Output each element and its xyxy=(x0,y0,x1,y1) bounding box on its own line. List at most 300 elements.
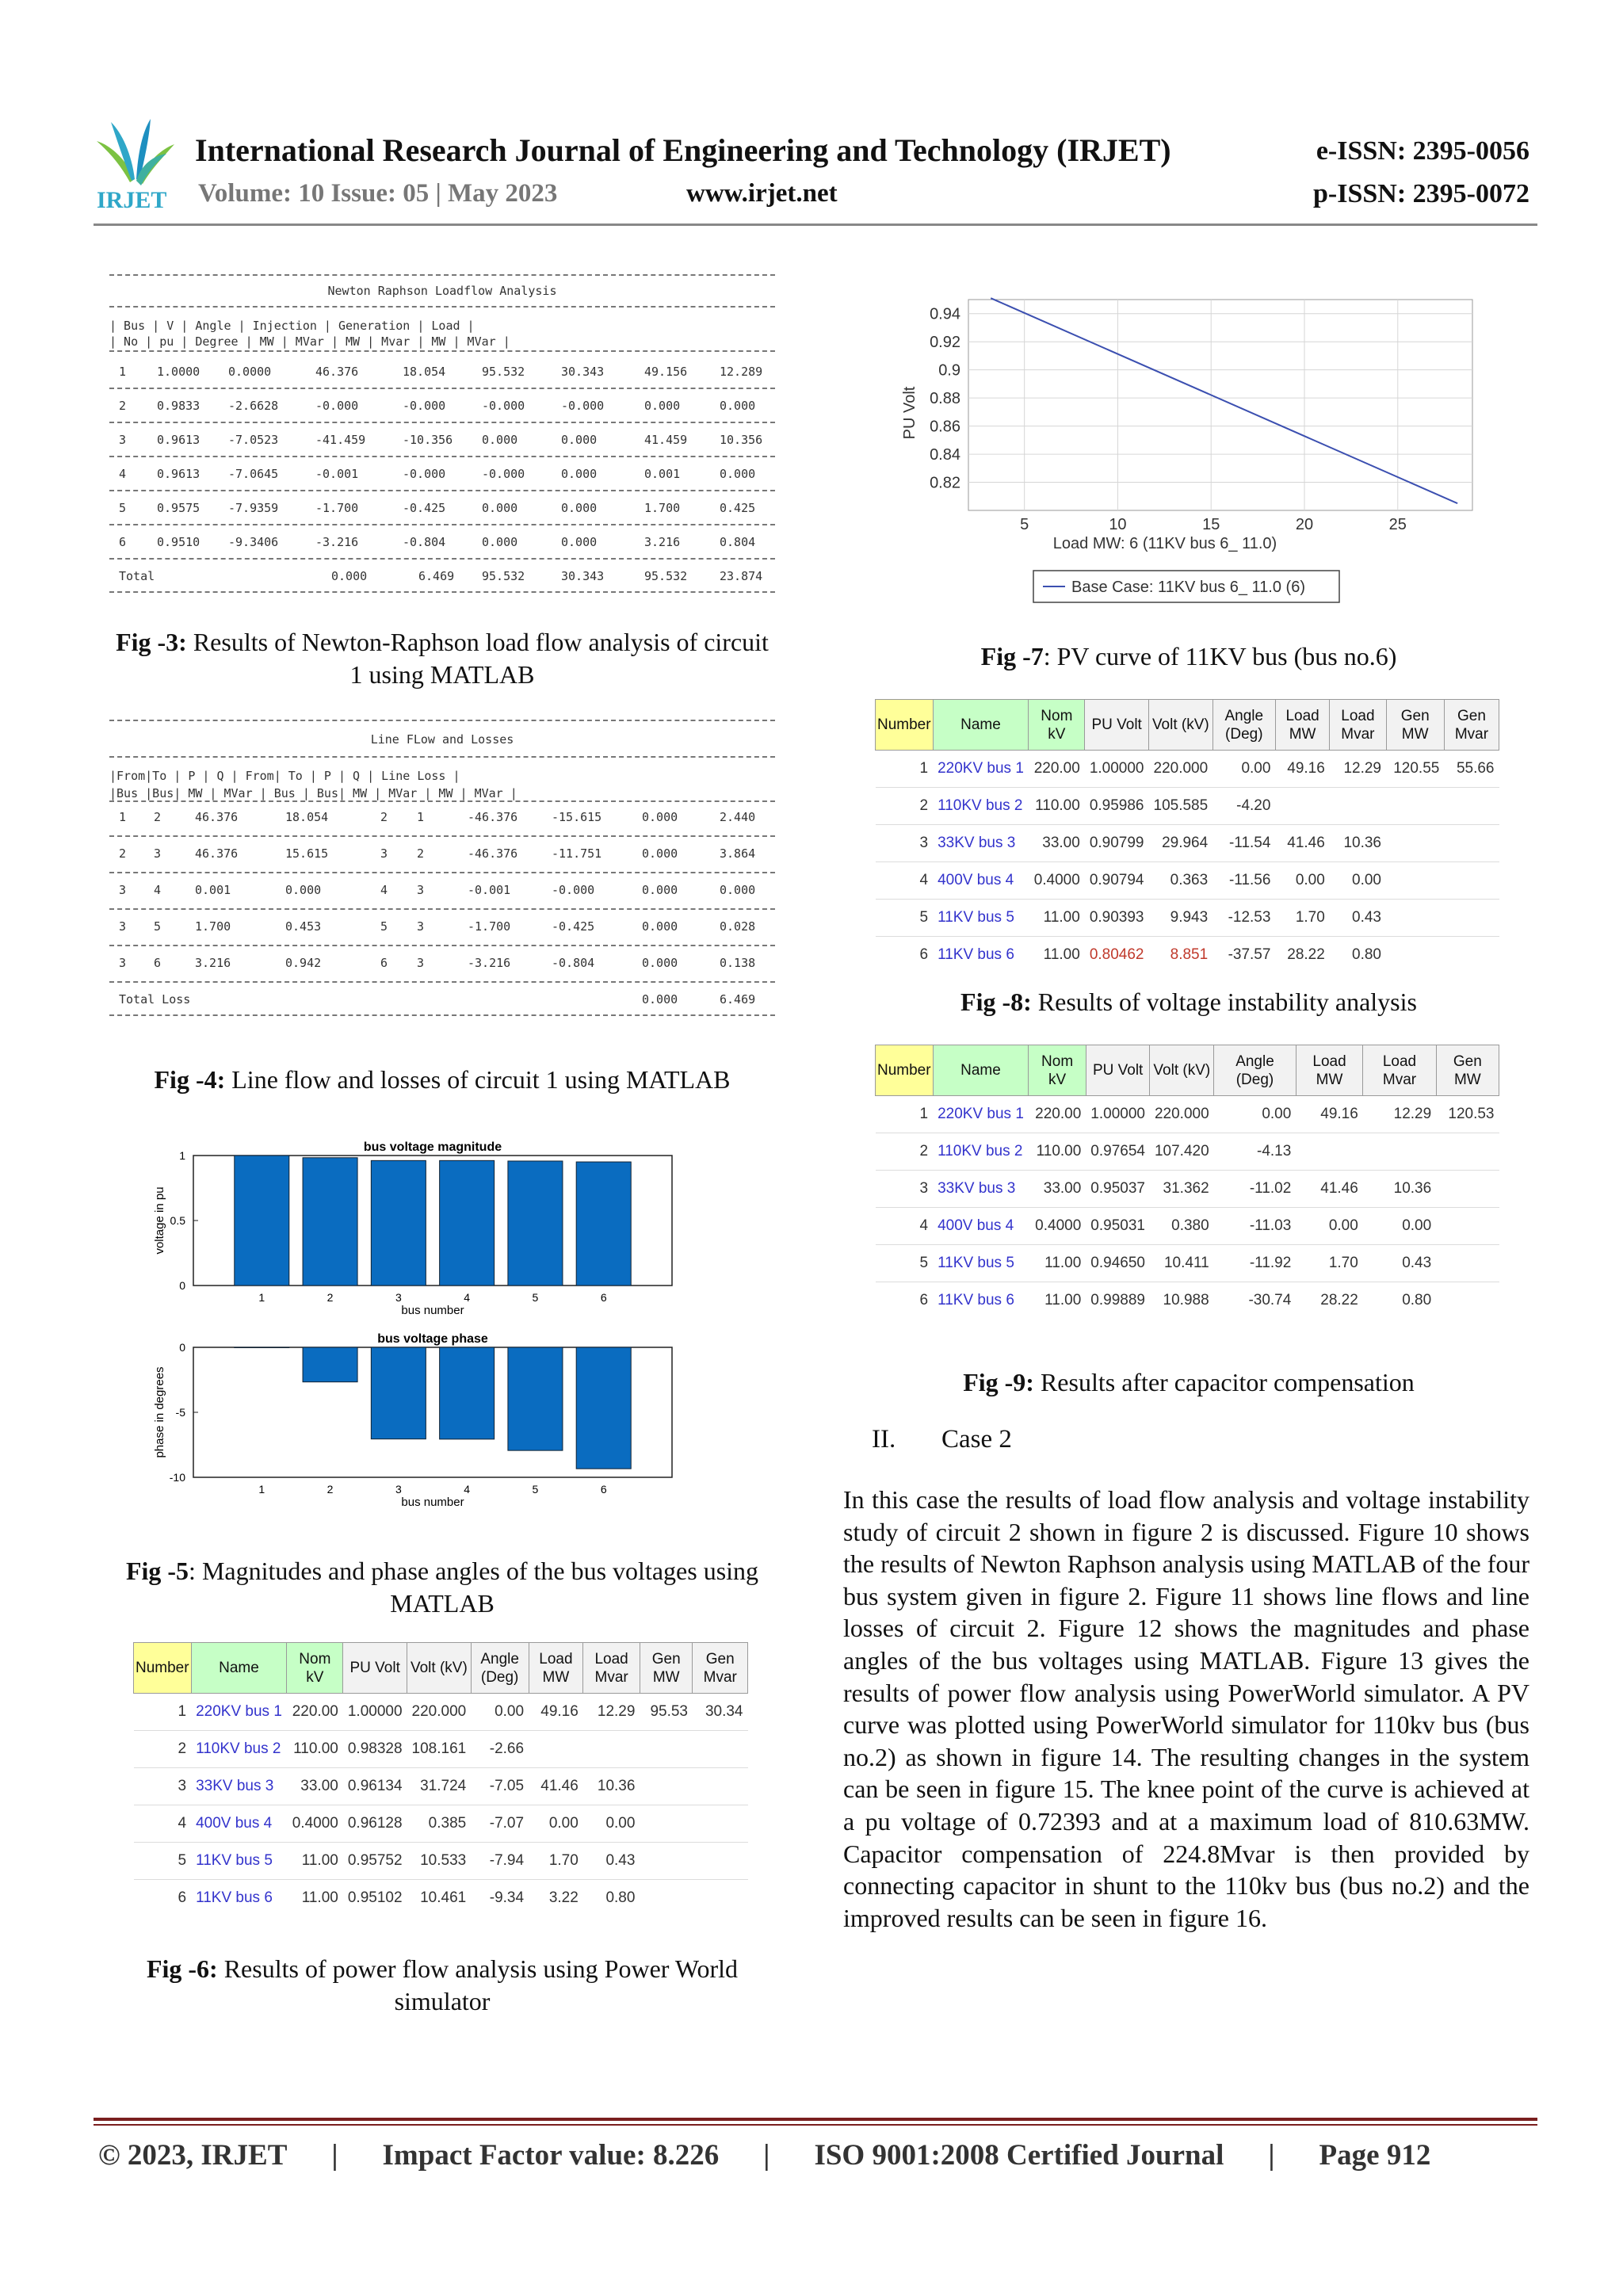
bar xyxy=(235,1156,289,1286)
table-row xyxy=(876,788,1499,825)
table-cell xyxy=(640,1843,693,1880)
table-cell: 0.95102 xyxy=(343,1880,407,1917)
column-header: Volt (kV) xyxy=(1149,700,1213,751)
column-header: Name xyxy=(191,1643,287,1694)
table-cell: 0.95037 xyxy=(1086,1171,1150,1208)
y-tick-label: -5 xyxy=(175,1406,185,1419)
y-axis-label: phase in degrees xyxy=(153,1366,166,1458)
table-cell: 220.000 xyxy=(1150,1096,1214,1133)
table-cell: -10.356 xyxy=(403,433,453,447)
table-total-cell: 30.343 xyxy=(561,569,605,583)
table-header-row xyxy=(134,1643,748,1694)
column-header: PU Volt xyxy=(1085,700,1149,751)
table-cell: 95.532 xyxy=(482,365,525,379)
table-cell: 10.533 xyxy=(407,1843,472,1880)
fig7-caption: Fig -7: PV curve of 11KV bus (bus no.6) xyxy=(980,642,1397,670)
table-cell: -2.6628 xyxy=(228,399,279,413)
table-cell: -12.53 xyxy=(1212,900,1275,937)
table-cell xyxy=(1436,1245,1499,1282)
table-cell: 0.4000 xyxy=(1029,862,1085,900)
table-cell: -46.376 xyxy=(468,846,518,861)
table-cell: 3 xyxy=(876,825,934,862)
footer-rule-thin xyxy=(94,2124,1537,2126)
table-cell: 0.804 xyxy=(720,535,756,549)
table-cell: 0.425 xyxy=(720,501,756,515)
table-cell: 1.70 xyxy=(529,1843,583,1880)
table-cell: 110.00 xyxy=(1029,1133,1086,1171)
table-cell: 1 xyxy=(876,751,934,788)
table-row xyxy=(134,1731,748,1768)
table-header-row xyxy=(876,700,1499,751)
bar xyxy=(576,1162,631,1286)
table-cell: 0.9613 xyxy=(157,467,200,481)
table-cell: 110.00 xyxy=(287,1731,343,1768)
table-cell: -15.615 xyxy=(552,810,602,824)
table-cell: 0.90799 xyxy=(1085,825,1149,862)
table-cell: 0.9575 xyxy=(157,501,200,515)
table-row xyxy=(876,900,1499,937)
table-cell: 0.80 xyxy=(1363,1282,1436,1320)
table-cell: 120.53 xyxy=(1436,1096,1499,1133)
table-cell: 28.22 xyxy=(1296,1282,1362,1320)
table-cell: 0.000 xyxy=(561,535,598,549)
table-cell: -0.425 xyxy=(552,919,595,934)
table-cell: -11.92 xyxy=(1214,1245,1296,1282)
x-axis-label: bus number xyxy=(401,1496,464,1509)
footer-rule xyxy=(94,2118,1537,2121)
table-cell xyxy=(640,1731,693,1768)
table-cell: 8.851 xyxy=(1149,937,1213,974)
table-cell: 3 xyxy=(380,846,388,861)
table-cell: 110.00 xyxy=(1029,788,1085,825)
p-issn: p-ISSN: 2395-0072 xyxy=(1313,179,1529,208)
x-tick-label: 5 xyxy=(1020,516,1029,533)
table-cell: 11KV bus 6 xyxy=(933,1282,1029,1320)
table-cell: -4.13 xyxy=(1214,1133,1296,1171)
table-cell: 6 xyxy=(876,937,934,974)
table-cell: 0.43 xyxy=(1330,900,1386,937)
table-cell: 2 xyxy=(380,810,388,824)
x-tick-label: 1 xyxy=(258,1291,265,1304)
table-row xyxy=(876,825,1499,862)
table-total-cell: Total Loss xyxy=(119,992,191,1007)
table-cell: -0.804 xyxy=(552,956,595,970)
table-cell: 0.001 xyxy=(644,467,681,481)
table-cell: 33KV bus 3 xyxy=(933,1171,1029,1208)
table-cell: 220.00 xyxy=(1029,1096,1086,1133)
table-cell: 0.000 xyxy=(720,883,756,897)
column-header: Gen Mvar xyxy=(1444,700,1499,751)
table-cell: 0.000 xyxy=(644,399,681,413)
table-cell: 0.385 xyxy=(407,1805,472,1843)
table-cell: 6 xyxy=(380,956,388,970)
table-cell: 110KV bus 2 xyxy=(933,1133,1029,1171)
table-cell: 41.46 xyxy=(1275,825,1329,862)
table-cell: 0.00 xyxy=(1363,1208,1436,1245)
table-cell xyxy=(693,1768,748,1805)
table-cell xyxy=(1444,937,1499,974)
table-title: Line FLow and Losses xyxy=(370,732,514,747)
bar xyxy=(371,1347,426,1439)
table-cell: 0.000 xyxy=(642,810,678,824)
table-cell: 2 xyxy=(417,846,425,861)
table-cell: 0.000 xyxy=(720,467,756,481)
table-cell: 220.00 xyxy=(287,1694,343,1731)
table-cell: 0.90794 xyxy=(1085,862,1149,900)
column-header: Load Mvar xyxy=(1330,700,1386,751)
fig3-caption: Fig -3: Results of Newton-Raphson load flow analysis of circuit 1 using MATLAB xyxy=(116,628,769,689)
table-cell xyxy=(1275,788,1329,825)
table-cell: -11.02 xyxy=(1214,1171,1296,1208)
y-tick-label: 0.82 xyxy=(930,474,960,492)
table-cell: -0.000 xyxy=(403,399,446,413)
table-cell: 0.000 xyxy=(642,846,678,861)
table-cell: 3 xyxy=(119,883,127,897)
table-cell: 12.29 xyxy=(583,1694,640,1731)
bar xyxy=(440,1160,495,1286)
table-header-row: |Bus |Bus| MW | MVar | Bus | Bus| MW | MVar | MW | MVar | xyxy=(109,786,517,800)
table-cell: 220.00 xyxy=(1029,751,1085,788)
table-cell: 400V bus 4 xyxy=(191,1805,287,1843)
table-cell: -0.000 xyxy=(482,467,525,481)
table-cell: -0.804 xyxy=(403,535,446,549)
table-row xyxy=(876,1171,1499,1208)
table-cell: 0.00 xyxy=(1214,1096,1296,1133)
table-cell: 12.29 xyxy=(1363,1096,1436,1133)
table-cell: -1.700 xyxy=(315,501,359,515)
table-cell: 105.585 xyxy=(1149,788,1213,825)
table-cell: -1.700 xyxy=(468,919,511,934)
table-cell: -7.07 xyxy=(471,1805,529,1843)
table-cell: 3 xyxy=(154,846,162,861)
table-cell: -0.000 xyxy=(315,399,359,413)
column-header: Name xyxy=(933,1045,1029,1096)
column-header: Volt (kV) xyxy=(407,1643,472,1694)
table-cell: 41.46 xyxy=(529,1768,583,1805)
column-header: Gen MW xyxy=(640,1643,693,1694)
table-cell: -46.376 xyxy=(468,810,518,824)
table-cell: 0.00 xyxy=(1212,751,1275,788)
table-cell: 3.216 xyxy=(195,956,231,970)
table-cell: -3.216 xyxy=(468,956,511,970)
table-cell: -7.0523 xyxy=(228,433,279,447)
bar xyxy=(440,1347,495,1439)
table-cell: 2 xyxy=(119,399,127,413)
table-cell: 33KV bus 3 xyxy=(933,825,1029,862)
table-cell: 11.00 xyxy=(1029,1245,1086,1282)
table-cell: -11.751 xyxy=(552,846,602,861)
table-cell: 0.000 xyxy=(642,883,678,897)
x-tick-label: 20 xyxy=(1295,516,1314,533)
table-cell: 5 xyxy=(119,501,127,515)
table-cell: 0.4000 xyxy=(1029,1208,1086,1245)
table-cell: 0.99889 xyxy=(1086,1282,1150,1320)
table-cell: 0.000 xyxy=(285,883,322,897)
table-cell: 1.00000 xyxy=(343,1694,407,1731)
table-cell: -0.001 xyxy=(315,467,359,481)
table-cell: -9.3406 xyxy=(228,535,279,549)
table-cell: 31.724 xyxy=(407,1768,472,1805)
table-cell: 0.80 xyxy=(1330,937,1386,974)
table-cell: 1 xyxy=(876,1096,934,1133)
column-header: Load MW xyxy=(1275,700,1329,751)
y-axis-label: voltage in pu xyxy=(153,1186,166,1255)
table-cell xyxy=(693,1731,748,1768)
table-cell: 110KV bus 2 xyxy=(191,1731,287,1768)
column-header: Load MW xyxy=(529,1643,583,1694)
pv-curve-chart xyxy=(892,279,1479,610)
table-cell: 0.98328 xyxy=(343,1731,407,1768)
table-cell: 11KV bus 5 xyxy=(933,900,1029,937)
table-cell: 49.16 xyxy=(1275,751,1329,788)
table-cell: 0.00 xyxy=(1296,1208,1362,1245)
table-row xyxy=(134,1694,748,1731)
chart-title: bus voltage phase xyxy=(377,1332,488,1346)
table-cell: 5 xyxy=(134,1843,192,1880)
table-total-cell: 95.532 xyxy=(482,569,525,583)
table-cell: 49.156 xyxy=(644,365,688,379)
column-header: Load Mvar xyxy=(1363,1045,1436,1096)
table-cell: 0.43 xyxy=(1363,1245,1436,1282)
journal-website: www.irjet.net xyxy=(686,179,838,208)
fig9-caption: Fig -9: Results after capacitor compensation xyxy=(963,1368,1415,1396)
fig6-caption: Fig -6: Results of power flow analysis using Power World simulator xyxy=(146,1954,739,2015)
table-cell: 46.376 xyxy=(195,846,239,861)
table-total-cell: 6.469 xyxy=(720,992,756,1007)
table-cell: 110KV bus 2 xyxy=(933,788,1029,825)
table-cell: 120.55 xyxy=(1386,751,1444,788)
table-cell: 1.00000 xyxy=(1086,1096,1150,1133)
table-header-row: | No | pu | Degree | MW | MVar | MW | Mvar | MW | MVar | xyxy=(109,334,510,349)
table-row xyxy=(876,1282,1499,1320)
table-row xyxy=(876,1208,1499,1245)
table-cell xyxy=(1444,825,1499,862)
chart-title: bus voltage magnitude xyxy=(363,1140,502,1154)
table-cell xyxy=(583,1731,640,1768)
table-cell: 33.00 xyxy=(1029,1171,1086,1208)
y-tick-label: 0 xyxy=(179,1279,185,1292)
column-header: PU Volt xyxy=(1086,1045,1150,1096)
table-cell: 0.90393 xyxy=(1085,900,1149,937)
section-heading: II. Case 2 xyxy=(872,1425,1012,1454)
footer-iso: ISO 9001:2008 Certified Journal xyxy=(814,2139,1224,2172)
bar xyxy=(508,1161,563,1286)
irjet-logo-icon xyxy=(94,117,178,214)
table-cell: 33KV bus 3 xyxy=(191,1768,287,1805)
table-cell xyxy=(1436,1208,1499,1245)
bar xyxy=(303,1158,357,1286)
table-cell: 0.0000 xyxy=(228,365,272,379)
table-cell xyxy=(1444,862,1499,900)
table-cell xyxy=(693,1843,748,1880)
footer-impact-factor: Impact Factor value: 8.226 xyxy=(382,2139,720,2172)
y-tick-label: 0.94 xyxy=(930,305,960,323)
y-tick-label: 1 xyxy=(179,1149,185,1162)
table-cell: 0.97654 xyxy=(1086,1133,1150,1171)
table-total-cell: Total xyxy=(119,569,155,583)
table-cell: 11.00 xyxy=(1029,937,1085,974)
table-cell: -0.000 xyxy=(482,399,525,413)
fig5-caption: Fig -5: Magnitudes and phase angles of the bus voltages using MATLAB xyxy=(125,1557,759,1618)
table-cell: 220.000 xyxy=(1149,751,1213,788)
table-cell: 2 xyxy=(154,810,162,824)
table-cell: 0.96134 xyxy=(343,1768,407,1805)
table-cell: 0.9613 xyxy=(157,433,200,447)
table-cell: 0.00 xyxy=(583,1805,640,1843)
table-cell: 220KV bus 1 xyxy=(933,1096,1029,1133)
x-axis-label: Load MW: 6 (11KV bus 6_ 11.0) xyxy=(1052,535,1277,552)
table-cell: 3.864 xyxy=(720,846,756,861)
table-cell xyxy=(640,1880,693,1917)
footer-copyright: © 2023, IRJET xyxy=(98,2139,288,2172)
fig4-caption: Fig -4: Line flow and losses of circuit 1 using MATLAB xyxy=(154,1065,731,1094)
table-cell: 0.95752 xyxy=(343,1843,407,1880)
table-cell: -0.001 xyxy=(468,883,511,897)
table-cell: 3 xyxy=(119,433,127,447)
e-issn: e-ISSN: 2395-0056 xyxy=(1316,136,1529,166)
table-cell: 220.000 xyxy=(407,1694,472,1731)
table-cell: 11.00 xyxy=(1029,1282,1086,1320)
table-cell: 4 xyxy=(876,1208,934,1245)
table-cell: 18.054 xyxy=(285,810,329,824)
x-tick-label: 2 xyxy=(327,1483,334,1496)
table-cell: 15.615 xyxy=(285,846,329,861)
table-cell xyxy=(1386,937,1444,974)
table-cell: 0.000 xyxy=(482,535,518,549)
x-tick-label: 5 xyxy=(532,1483,539,1496)
table-cell: 3 xyxy=(134,1768,192,1805)
table-cell: -9.34 xyxy=(471,1880,529,1917)
table-cell: 6 xyxy=(154,956,162,970)
column-header: Gen MW xyxy=(1436,1045,1499,1096)
table-cell: 95.53 xyxy=(640,1694,693,1731)
table-cell: 12.289 xyxy=(720,365,763,379)
table-cell: 0.96128 xyxy=(343,1805,407,1843)
table-cell: 10.36 xyxy=(583,1768,640,1805)
table-cell: -41.459 xyxy=(315,433,366,447)
x-tick-label: 4 xyxy=(464,1483,471,1496)
bar xyxy=(576,1347,631,1469)
footer: © 2023, IRJET | Impact Factor value: 8.226 | ISO 9001:2008 Certified Journal | Page 912 xyxy=(98,2139,1431,2172)
table-cell: 4 xyxy=(134,1805,192,1843)
table-cell: 0.80 xyxy=(583,1880,640,1917)
table-cell: 4 xyxy=(119,467,127,481)
table-cell: -11.54 xyxy=(1212,825,1275,862)
table-cell: 31.362 xyxy=(1150,1171,1214,1208)
table-cell: 2.440 xyxy=(720,810,756,824)
table-cell: 0.380 xyxy=(1150,1208,1214,1245)
table-cell: -0.425 xyxy=(403,501,446,515)
table-cell: 0.000 xyxy=(561,467,598,481)
table-row xyxy=(134,1768,748,1805)
table-cell: 0.43 xyxy=(583,1843,640,1880)
table-row xyxy=(876,862,1499,900)
table-cell: 1.70 xyxy=(1296,1245,1362,1282)
table-cell xyxy=(1386,825,1444,862)
column-header: Gen Mvar xyxy=(693,1643,748,1694)
table-cell: 108.161 xyxy=(407,1731,472,1768)
table-cell: 49.16 xyxy=(529,1694,583,1731)
footer-page-number: Page 912 xyxy=(1319,2139,1431,2172)
volume-issue: Volume: 10 Issue: 05 | May 2023 xyxy=(198,179,558,208)
table-header-row xyxy=(876,1045,1499,1096)
column-header: Number xyxy=(876,1045,934,1096)
x-tick-label: 5 xyxy=(532,1291,539,1304)
table-row xyxy=(134,1805,748,1843)
table-cell: 49.16 xyxy=(1296,1096,1362,1133)
table-cell: 11.00 xyxy=(287,1843,343,1880)
table-cell: 29.964 xyxy=(1149,825,1213,862)
table-cell: 0.000 xyxy=(482,501,518,515)
column-header: Number xyxy=(134,1643,192,1694)
table-cell: 4 xyxy=(380,883,388,897)
y-tick-label: 0.88 xyxy=(930,390,960,408)
table-cell: 18.054 xyxy=(403,365,446,379)
y-tick-label: 0.9 xyxy=(938,361,960,380)
table-cell: 2 xyxy=(119,846,127,861)
table-cell: 0.001 xyxy=(195,883,231,897)
table-cell: 1 xyxy=(134,1694,192,1731)
table-cell: 9.943 xyxy=(1149,900,1213,937)
table-cell: 3.22 xyxy=(529,1880,583,1917)
y-axis-label: PU Volt xyxy=(901,386,918,440)
table-cell: 6 xyxy=(876,1282,934,1320)
table-cell: 1 xyxy=(417,810,425,824)
capacitor-compensation-table xyxy=(875,1045,1499,1320)
table-cell: 220KV bus 1 xyxy=(191,1694,287,1731)
x-tick-label: 25 xyxy=(1388,516,1407,533)
table-cell: 28.22 xyxy=(1275,937,1329,974)
table-cell: -3.216 xyxy=(315,535,359,549)
x-tick-label: 6 xyxy=(600,1483,607,1496)
table-cell: 11.00 xyxy=(287,1880,343,1917)
table-cell: 1.700 xyxy=(195,919,231,934)
bus-voltage-charts xyxy=(147,1133,737,1520)
table-cell: 4 xyxy=(154,883,162,897)
table-cell xyxy=(693,1880,748,1917)
x-tick-label: 6 xyxy=(600,1291,607,1304)
journal-title: International Research Journal of Engineering and Technology (IRJET) xyxy=(195,132,1171,168)
table-cell: 1.700 xyxy=(644,501,681,515)
table-cell: 3 xyxy=(417,883,425,897)
column-header: Number xyxy=(876,700,934,751)
table-cell xyxy=(1444,788,1499,825)
voltage-instability-table xyxy=(875,699,1499,974)
table-cell: -11.03 xyxy=(1214,1208,1296,1245)
column-header: Load MW xyxy=(1296,1045,1362,1096)
table-cell: 33.00 xyxy=(287,1768,343,1805)
table-cell: 0.4000 xyxy=(287,1805,343,1843)
x-tick-label: 3 xyxy=(395,1291,402,1304)
table-cell: 11KV bus 6 xyxy=(191,1880,287,1917)
table-cell: 33.00 xyxy=(1029,825,1085,862)
table-header-row: |From|To | P | Q | From| To | P | Q | Line Loss | xyxy=(109,769,460,783)
table-cell: 11KV bus 5 xyxy=(933,1245,1029,1282)
table-cell: 1.70 xyxy=(1275,900,1329,937)
table-cell: 30.34 xyxy=(693,1694,748,1731)
table-cell: -11.56 xyxy=(1212,862,1275,900)
table-cell: 5 xyxy=(380,919,388,934)
table-row xyxy=(876,1096,1499,1133)
body-paragraph: In this case the results of load flow analysis and voltage instability study of circuit 2 shown in figure 2 is discussed. Figure 10 shows the results of Newton Raphson analysis using MATLAB of the four bus system given in figure 2. Figure 11 shows line flows and line losses of circuit 2. Figure 12 shows the magnitudes and phase angles of the bus voltages using MATLAB. Figure 13 gives the results of power flow analysis using PowerWorld simulator. A PV curve was plotted using PowerWorld simulator for 110kv bus (bus no.2) as shown in figure 14. The resulting changes in the system can be seen in figure 15. The knee point of the curve is achieved at a pu voltage of 0.72393 and at a maximum load of 810.63MW. Capacitor compensation of 224.8Mvar is then provided by connecting capacitor in shunt to the 110kv bus (bus no.2) and the improved results can be seen in figure 16. xyxy=(843,1485,1529,1932)
x-tick-label: 2 xyxy=(327,1291,334,1304)
table-cell: 0.000 xyxy=(561,501,598,515)
table-cell: 0.453 xyxy=(285,919,322,934)
bar xyxy=(508,1347,563,1450)
table-cell: 0.9510 xyxy=(157,535,200,549)
table-row xyxy=(876,937,1499,974)
column-header: Name xyxy=(933,700,1029,751)
